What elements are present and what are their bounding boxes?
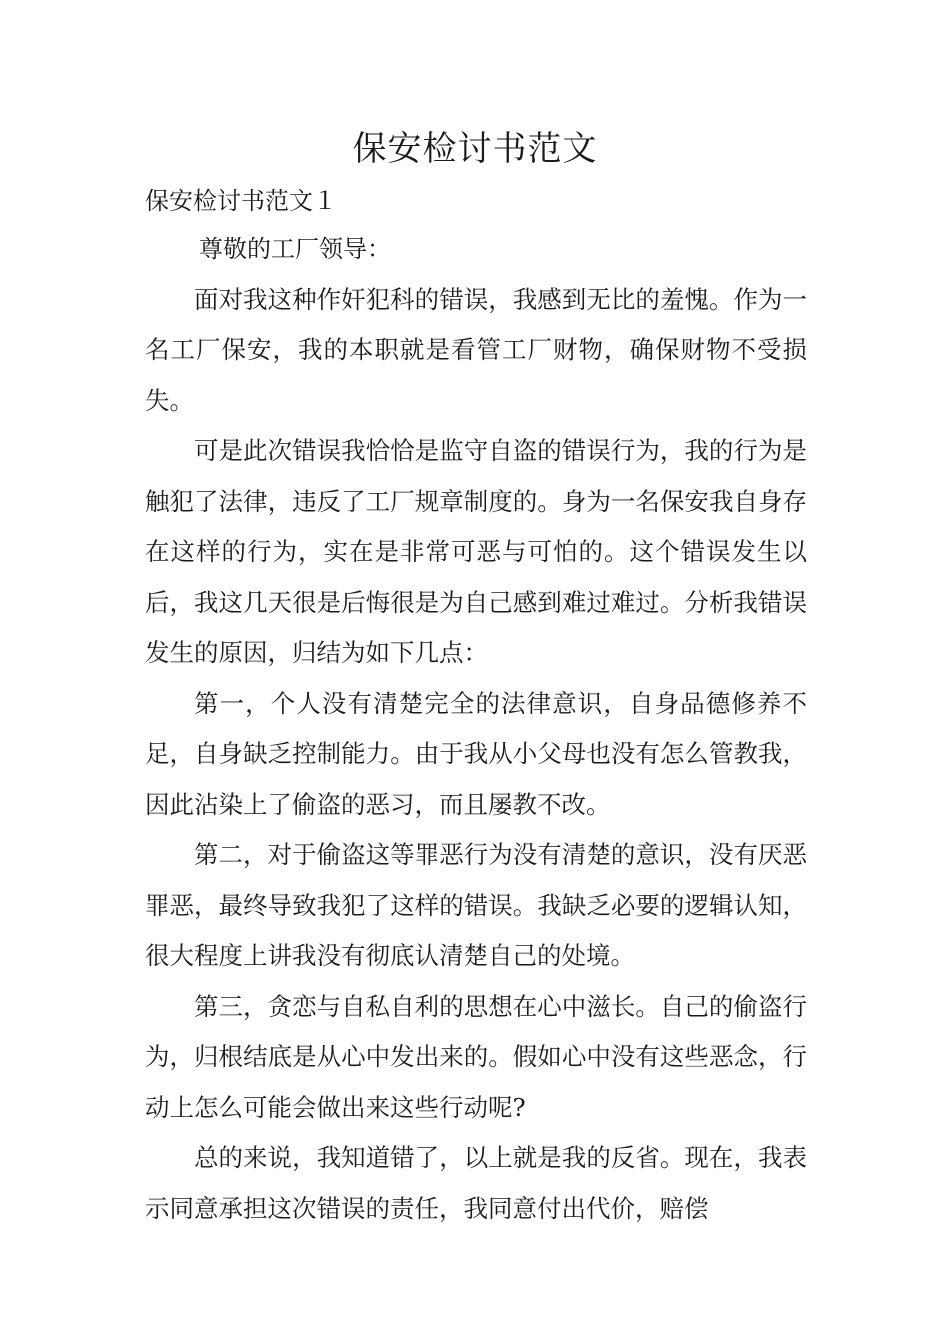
document-body: [145, 224, 807, 1234]
paragraph-5: 第三，贪恋与自私自利的思想在心中滋长。自己的偷盗行为，归根结底是从心中发出来的。假如心中没有这些恶念，行动上怎么可能会做出来这些行动呢?: [145, 991, 807, 1122]
document-subtitle: 保安检讨书范文１: [145, 187, 337, 215]
paragraph-2: 可是此次错误我恰恰是监守自盗的错误行为，我的行为是触犯了法律，违反了工厂规章制度的。身为一名保安我自身存在这样的行为，实在是非常可恶与可怕的。这个错误发生以后，我这几天很是后悔很是为自己感到难过难过。分析我错误发生的原因，归结为如下几点：: [145, 436, 807, 667]
paragraph-1: 面对我这种作奸犯科的错误，我感到无比的羞愧。作为一名工厂保安，我的本职就是看管工厂财物，确保财物不受损失。: [145, 284, 807, 415]
paragraph-4: 第二，对于偷盗这等罪恶行为没有清楚的意识，没有厌恶罪恶，最终导致我犯了这样的错误。我缺乏必要的逻辑认知，很大程度上讲我没有彻底认清楚自己的处境。: [145, 840, 807, 970]
paragraph-3: 第一，个人没有清楚完全的法律意识，自身品德修养不足，自身缺乏控制能力。由于我从小父母也没有怎么管教我，因此沾染上了偷盗的恶习，而且屡教不改。: [145, 688, 807, 819]
document-title: 保安检讨书范文: [352, 129, 598, 169]
paragraph-6: 总的来说，我知道错了，以上就是我的反省。现在，我表示同意承担这次错误的责任，我同意付出代价，赔偿: [145, 1143, 807, 1223]
salutation: 尊敬的工厂领导：: [199, 235, 391, 263]
